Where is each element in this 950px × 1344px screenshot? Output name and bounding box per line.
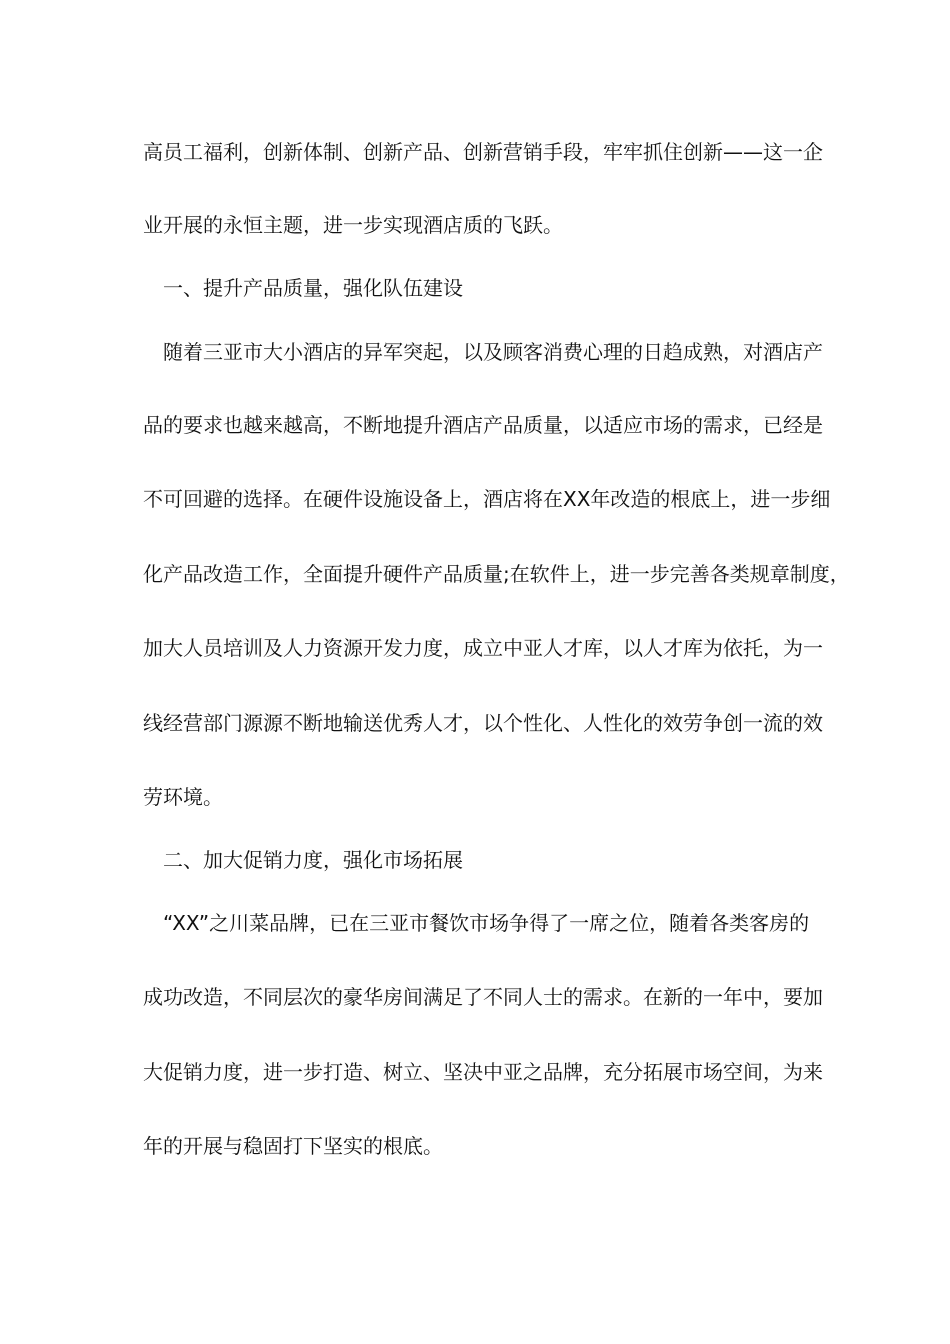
paragraph-line: 不可回避的选择。在硬件设施设备上，酒店将在XX年改造的根底上，进一步细 — [143, 487, 831, 511]
paragraph-line: 年的开展与稳固打下坚实的根底。 — [143, 1134, 443, 1158]
paragraph-line: 品的要求也越来越高，不断地提升酒店产品质量，以适应市场的需求，已经是 — [143, 413, 823, 437]
paragraph-line: 加大人员培训及人力资源开发力度，成立中亚人才库，以人才库为依托，为一 — [143, 636, 823, 660]
paragraph-line: 成功改造，不同层次的豪华房间满足了不同人士的需求。在新的一年中，要加 — [143, 985, 823, 1009]
paragraph-line: 化产品改造工作，全面提升硬件产品质量;在软件上，进一步完善各类规章制度， — [143, 562, 850, 586]
paragraph-line: 随着三亚市大小酒店的异军突起，以及顾客消费心理的日趋成熟，对酒店产 — [143, 340, 823, 364]
paragraph-line: 高员工福利，创新体制、创新产品、创新营销手段，牢牢抓住创新——这一企 — [143, 140, 823, 164]
paragraph-line: 线经营部门源源不断地输送优秀人才，以个性化、人性化的效劳争创一流的效 — [143, 711, 823, 735]
paragraph-line: “XX”之川菜品牌，已在三亚市餐饮市场争得了一席之位，随着各类客房的 — [143, 911, 810, 935]
section-heading-2: 二、加大促销力度，强化市场拓展 — [143, 848, 463, 872]
paragraph-line: 劳环境。 — [143, 785, 223, 809]
paragraph-line: 业开展的永恒主题，进一步实现酒店质的飞跃。 — [143, 213, 563, 237]
section-heading-1: 一、提升产品质量，强化队伍建设 — [143, 276, 463, 300]
paragraph-line: 大促销力度，进一步打造、树立、坚决中亚之品牌，充分拓展市场空间，为来 — [143, 1060, 823, 1084]
